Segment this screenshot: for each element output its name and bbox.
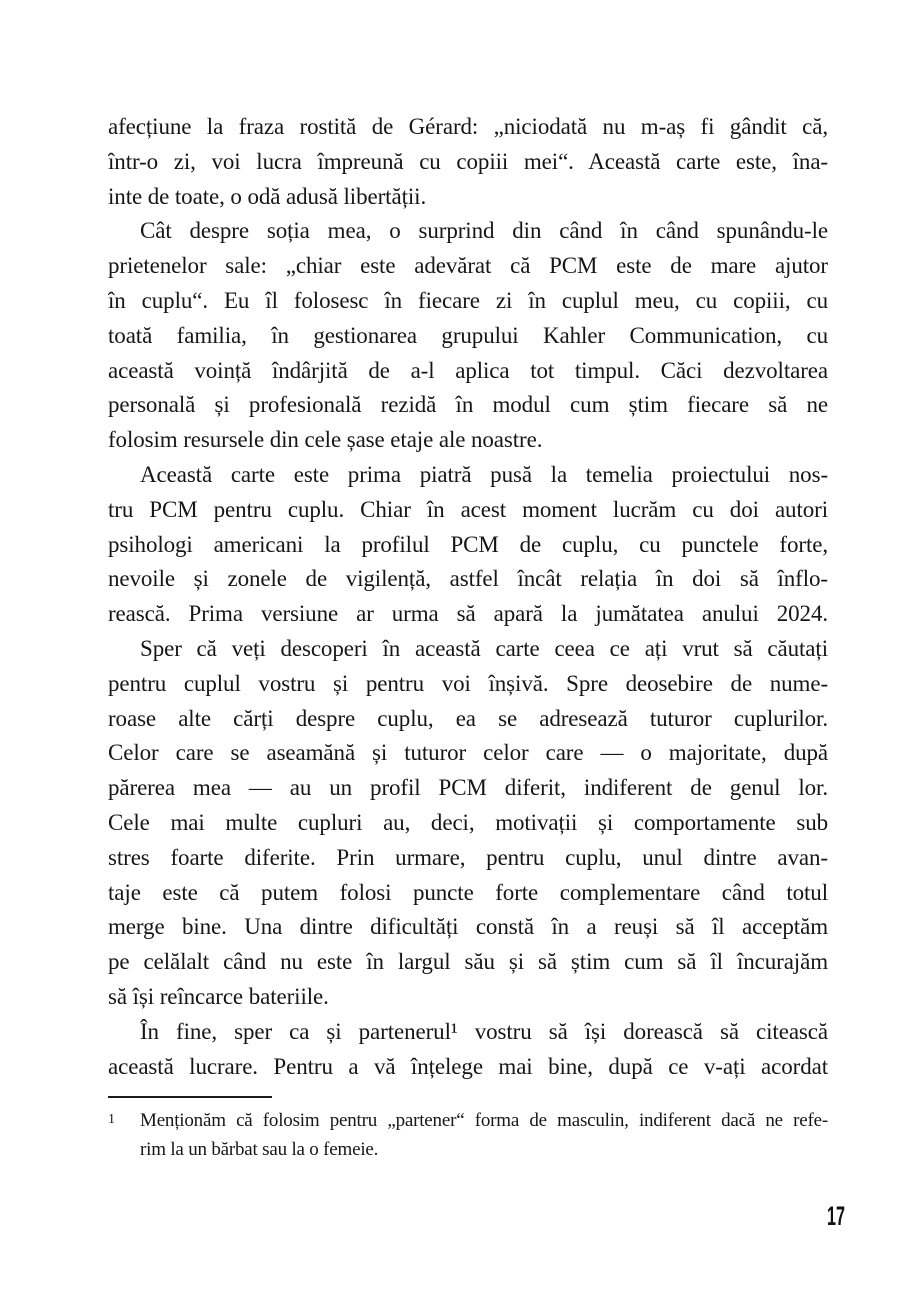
footnote-line: rim la un bărbat sau la o femeie.	[140, 1139, 379, 1160]
text-line: pentru cuplul vostru și pentru voi înșivă. Spre deosebire de nume-	[108, 670, 828, 696]
text-line: afecțiune la fraza rostită de Gérard: „niciodată nu m-aș fi gândit că,	[108, 114, 828, 139]
text-line: roase alte cărți despre cuplu, ea se adresează tuturor cuplurilor.	[108, 705, 828, 731]
footnote-separator	[108, 1096, 272, 1098]
paragraph-5	[108, 1015, 828, 1085]
text-line: toată familia, în gestionarea grupului Kahler Communication, cu	[108, 322, 828, 348]
text-line: inte de toate, o odă adusă libertății.	[108, 183, 427, 209]
footnote-line: Menționăm că folosim pentru „partener“ forma de masculin, indiferent dacă ne refe-	[140, 1110, 828, 1131]
text-line: Cele mai multe cupluri au, deci, motivații și comportamente sub	[108, 809, 828, 835]
text-line: nevoile și zonele de vigilență, astfel încât relația în doi să înflo-	[108, 566, 828, 592]
text-line: Această carte este prima piatră pusă la temelia proiectului nos-	[140, 461, 828, 487]
text-line: pe celălalt când nu este în largul său și să știm cum să îl încurajăm	[108, 949, 828, 975]
footnote	[108, 1096, 828, 1164]
text-line: această voință îndârjită de a-l aplica tot timpul. Căci dezvoltarea	[108, 357, 828, 383]
text-line: această lucrare. Pentru a vă înțelege mai bine, după ce v-ați acordat	[108, 1053, 828, 1079]
page-number: 17	[827, 1201, 846, 1231]
text-line: Sper că veți descoperi în această carte ceea ce ați vrut să căutați	[140, 635, 828, 661]
text-line: într-o zi, voi lucra împreună cu copiii mei“. Această carte este, îna-	[108, 148, 828, 174]
text-line: tru PCM pentru cuplu. Chiar în acest moment lucrăm cu doi autori	[108, 496, 828, 522]
text-line: prietenelor sale: „chiar este adevărat că PCM este de mare ajutor	[108, 253, 828, 279]
footnote-row	[108, 1106, 828, 1164]
text-line: psihologi americani la profilul PCM de cuplu, cu punctele forte,	[108, 531, 828, 557]
text-line: În fine, sper ca și partenerul¹ vostru să își dorească să citească	[140, 1018, 828, 1044]
text-line: merge bine. Una dintre dificultăți constă în a reuși să îl acceptăm	[108, 914, 828, 940]
paragraph-3	[108, 458, 828, 632]
footnote-marker: 1	[108, 1112, 115, 1127]
text-line: în cuplu“. Eu îl folosesc în fiecare zi în cuplul meu, cu copiii, cu	[108, 287, 828, 313]
footnote-text	[140, 1106, 828, 1164]
text-line: să își reîncarce bateriile.	[108, 983, 329, 1009]
body-text	[108, 110, 828, 1084]
paragraph-1	[108, 110, 828, 214]
text-line: folosim resursele din cele șase etaje ale noastre.	[108, 427, 543, 453]
text-line: Cât despre soția mea, o surprind din când în când spunându-le	[140, 218, 828, 244]
text-line: rească. Prima versiune ar urma să apară la jumătatea anului 2024.	[108, 601, 828, 627]
text-line: personală și profesională rezidă în modul cum știm fiecare să ne	[108, 392, 828, 418]
text-line: părerea mea — au un profil PCM diferit, indiferent de genul lor.	[108, 775, 828, 801]
paragraph-4	[108, 632, 828, 1015]
paragraph-2	[108, 214, 828, 458]
text-line: Celor care se aseamănă și tuturor celor care — o majoritate, după	[108, 740, 828, 766]
text-line: taje este că putem folosi puncte forte complementare când totul	[108, 879, 828, 905]
text-line: stres foarte diferite. Prin urmare, pentru cuplu, unul dintre avan-	[108, 844, 828, 870]
